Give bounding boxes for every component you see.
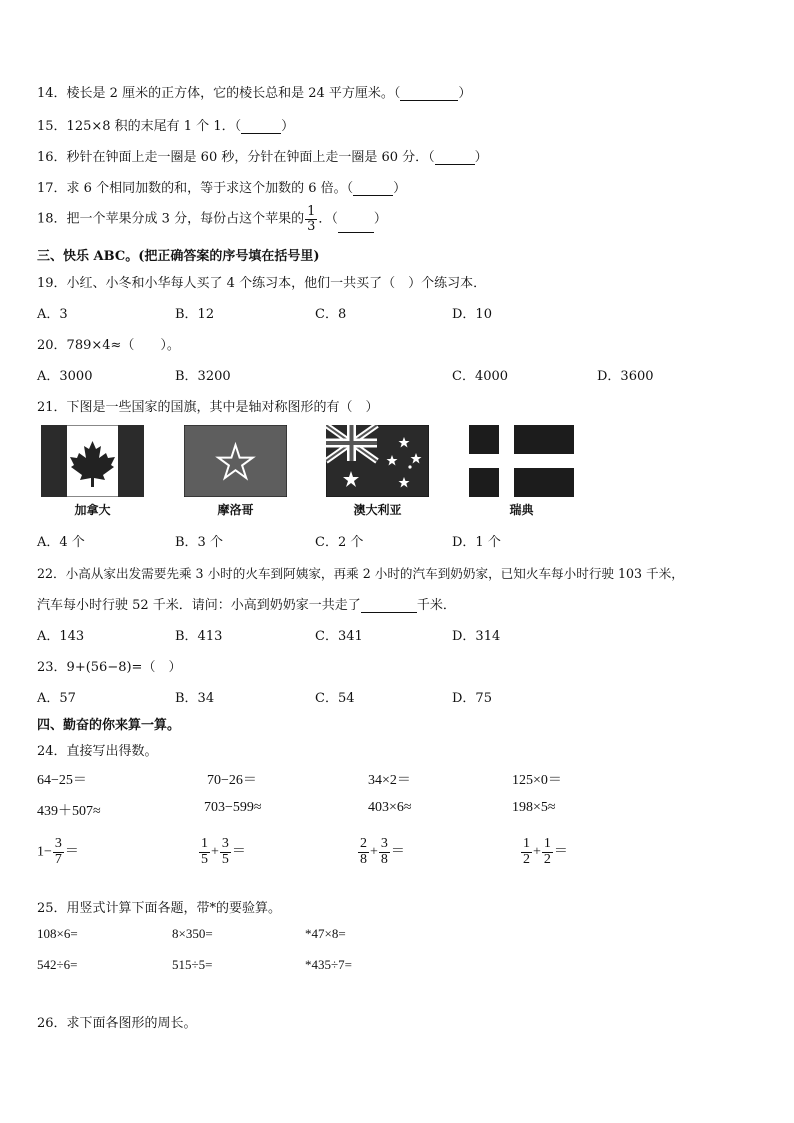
- canada-flag-image: [41, 425, 144, 497]
- option-d[interactable]: D．3600: [597, 369, 654, 384]
- option-a[interactable]: A．3: [37, 307, 68, 322]
- answer-blank[interactable]: [338, 220, 374, 233]
- calc-item: *47×8=: [305, 926, 346, 941]
- option-c[interactable]: C．341: [315, 629, 363, 644]
- answer-blank[interactable]: [241, 121, 281, 134]
- answer-blank[interactable]: [353, 183, 393, 196]
- calc-item: 198×5≈: [512, 800, 556, 815]
- question-15: 15．125×8 积的末尾有 1 个 1．（ ）: [37, 119, 295, 134]
- calc-item-fraction: 1− $\frac{3}{7}$ ＝: [37, 836, 79, 867]
- option-b[interactable]: B．34: [175, 691, 215, 706]
- question-22: 22．小高从家出发需要先乘 3 小时的火车到阿姨家，再乘 2 小时的汽车到奶奶家，已知火车每小时行驶 103 千米，: [37, 566, 684, 581]
- calc-item: 439＋507≈: [37, 804, 101, 819]
- fraction: $\frac{3}{8}$: [380, 836, 388, 867]
- calc-item: 70−26＝: [207, 773, 257, 788]
- question-20: 20．789×4≈（ ）。: [37, 338, 180, 353]
- section-heading-4: 四、勤奋的你来算一算。: [37, 718, 181, 733]
- calc-item-fraction: $\frac{2}{8}$ + $\frac{3}{8}$ ＝: [360, 836, 405, 867]
- question-23: 23．9+(56−8)=（ ）: [37, 660, 182, 675]
- fraction: $\frac{1}{5}$: [201, 836, 208, 867]
- option-a[interactable]: A．3000: [37, 369, 93, 384]
- question-24: 24．直接写出得数。: [37, 744, 158, 759]
- flag-caption-australia: 澳大利亚: [353, 503, 402, 517]
- fraction: $\frac{2}{8}$: [360, 836, 367, 867]
- question-14: 14．棱长是 2 厘米的正方体，它的棱长总和是 24 平方厘米。（ ）: [37, 86, 472, 101]
- option-d[interactable]: D．1 个: [452, 535, 501, 550]
- option-a[interactable]: A．143: [37, 629, 85, 644]
- option-d[interactable]: D．314: [452, 629, 501, 644]
- calc-item: 34×2＝: [368, 773, 411, 788]
- calc-item: *435÷7=: [305, 957, 352, 972]
- option-b[interactable]: B．3 个: [175, 535, 223, 550]
- calc-item: 125×0＝: [512, 773, 562, 788]
- calc-item: 64−25＝: [37, 773, 87, 788]
- calc-item: 403×6≈: [368, 800, 412, 815]
- fraction: $\frac{1}{2}$: [523, 836, 530, 867]
- calc-item-fraction: $\frac{1}{2}$ + $\frac{1}{2}$ ＝: [523, 836, 568, 867]
- australia-flag-image: [326, 425, 429, 497]
- option-b[interactable]: B．3200: [175, 369, 231, 384]
- answer-blank[interactable]: [361, 600, 417, 613]
- calc-item: 515÷5=: [172, 957, 213, 972]
- morocco-flag-image: [184, 425, 287, 497]
- option-c[interactable]: C．2 个: [315, 535, 364, 550]
- option-b[interactable]: B．12: [175, 307, 215, 322]
- calc-item: 108×6=: [37, 926, 78, 941]
- question-16: 16．秒针在钟面上走一圈是 60 秒，分针在钟面上走一圈是 60 分．（ ）: [37, 150, 488, 165]
- calc-item: 542÷6=: [37, 957, 78, 972]
- question-19: 19．小红、小冬和小华每人买了 4 个练习本，他们一共买了（ ）个练习本．: [37, 276, 487, 291]
- calc-item-fraction: $\frac{1}{5}$ + $\frac{3}{5}$ ＝: [201, 836, 246, 867]
- option-b[interactable]: B．413: [175, 629, 223, 644]
- option-a[interactable]: A．4 个: [37, 535, 85, 550]
- flag-caption-sweden: 瑞典: [509, 503, 534, 517]
- fraction: $\frac{1}{2}$: [543, 836, 551, 867]
- option-c[interactable]: C．4000: [452, 369, 509, 384]
- section-heading-3: 三、快乐 ABC。(把正确答案的序号填在括号里): [37, 249, 320, 264]
- question-22-line-2: 汽车每小时行驶 52 千米．请问：小高到奶奶家一共走了 千米．: [37, 598, 456, 613]
- answer-blank[interactable]: [435, 152, 475, 165]
- option-d[interactable]: D．75: [452, 691, 492, 706]
- question-26: 26．求下面各图形的周长。: [37, 1016, 197, 1031]
- fraction: $\frac{3}{7}$: [54, 836, 62, 867]
- question-17: 17．求 6 个相同加数的和，等于求这个加数的 6 倍。（ ）: [37, 181, 407, 196]
- option-c[interactable]: C．54: [315, 691, 355, 706]
- calc-item: 8×350=: [172, 926, 213, 941]
- sweden-flag-image: [469, 425, 574, 497]
- flag-caption-morocco: 摩洛哥: [217, 503, 254, 517]
- option-a[interactable]: A．57: [37, 691, 76, 706]
- fraction: $\frac{1}{3}$: [307, 204, 316, 234]
- option-d[interactable]: D．10: [452, 307, 492, 322]
- option-c[interactable]: C．8: [315, 307, 347, 322]
- fraction: $\frac{3}{5}$: [221, 836, 229, 867]
- answer-blank[interactable]: [400, 88, 458, 101]
- question-25: 25．用竖式计算下面各题，带*的要验算。: [37, 901, 282, 916]
- question-21: 21．下图是一些国家的国旗，其中是轴对称图形的有（ ）: [37, 400, 379, 415]
- question-18: 18．把一个苹果分成 3 分，每份占这个苹果的 $\frac{1}{3}$ ．（ ）: [37, 204, 387, 234]
- calc-item: 703−599≈: [204, 800, 262, 815]
- flag-caption-canada: 加拿大: [74, 503, 111, 517]
